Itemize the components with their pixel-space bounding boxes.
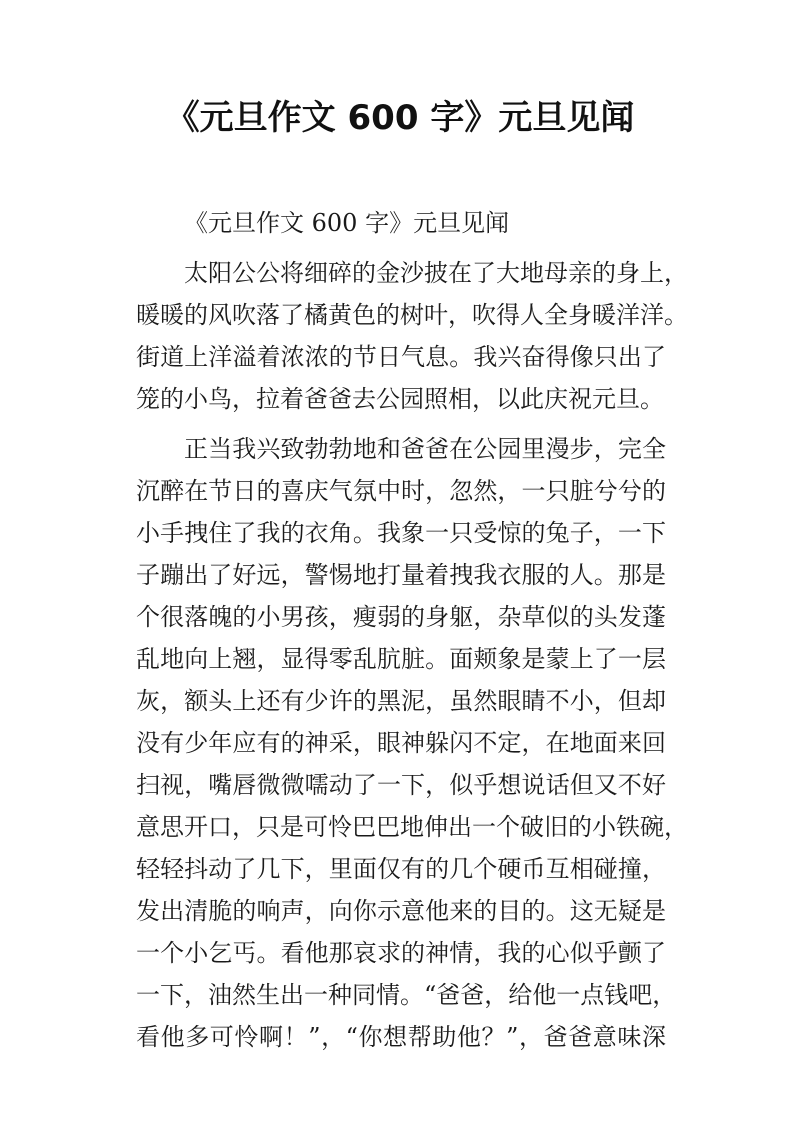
paragraph-line: 小手拽住了我的衣角。我象一只受惊的兔子，一下 [136,519,666,547]
paragraph-line: 一个小乞丐。看他那哀求的神情，我的心似乎颤了 [136,939,666,967]
paragraph-line: 沉醉在节日的喜庆气氛中时，忽然，一只脏兮兮的 [136,477,666,505]
paragraph-line: 个很落魄的小男孩，瘦弱的身躯，杂草似的头发蓬 [136,603,666,631]
paragraph-line: 轻轻抖动了几下，里面仅有的几个硬币互相碰撞， [136,855,666,883]
paragraph-line: 扫视，嘴唇微微嚅动了一下，似乎想说话但又不好 [136,771,666,799]
paragraph-line: 街道上洋溢着浓浓的节日气息。我兴奋得像只出了 [136,343,666,371]
paragraph-1 [136,252,688,420]
paragraph-line: 一下，油然生出一种同情。“爸爸，给他一点钱吧， [136,981,677,1009]
document-subtitle: 《元旦作文 600 字》元旦见闻 [184,209,510,237]
paragraph-line: 看他多可怜啊！”，“你想帮助他？”，爸爸意味深 [136,1023,666,1051]
paragraph-2 [136,428,688,1058]
paragraph-line: 太阳公公将细碎的金沙披在了大地母亲的身上， [184,259,688,287]
paragraph-line: 子蹦出了好远，警惕地打量着拽我衣服的人。那是 [136,561,666,589]
paragraph-line: 没有少年应有的神采，眼神躲闪不定，在地面来回 [136,729,666,757]
paragraph-line: 正当我兴致勃勃地和爸爸在公园里漫步，完全 [184,435,666,463]
paragraph-line: 暖暖的风吹落了橘黄色的树叶，吹得人全身暖洋洋。 [136,301,688,329]
paragraph-line: 乱地向上翘，显得零乱肮脏。面颊象是蒙上了一层 [136,645,666,673]
paragraph-line: 灰，额头上还有少许的黑泥，虽然眼睛不小，但却 [136,687,666,715]
document-body [136,202,688,1058]
paragraph-line: 笼的小鸟，拉着爸爸去公园照相，以此庆祝元旦。 [136,385,664,413]
paragraph-line: 发出清脆的响声，向你示意他来的目的。这无疑是 [136,897,666,925]
paragraph-line: 意思开口，只是可怜巴巴地伸出一个破旧的小铁碗， [136,813,688,841]
page-title: 《元旦作文 600 字》元旦见闻 [165,98,635,138]
